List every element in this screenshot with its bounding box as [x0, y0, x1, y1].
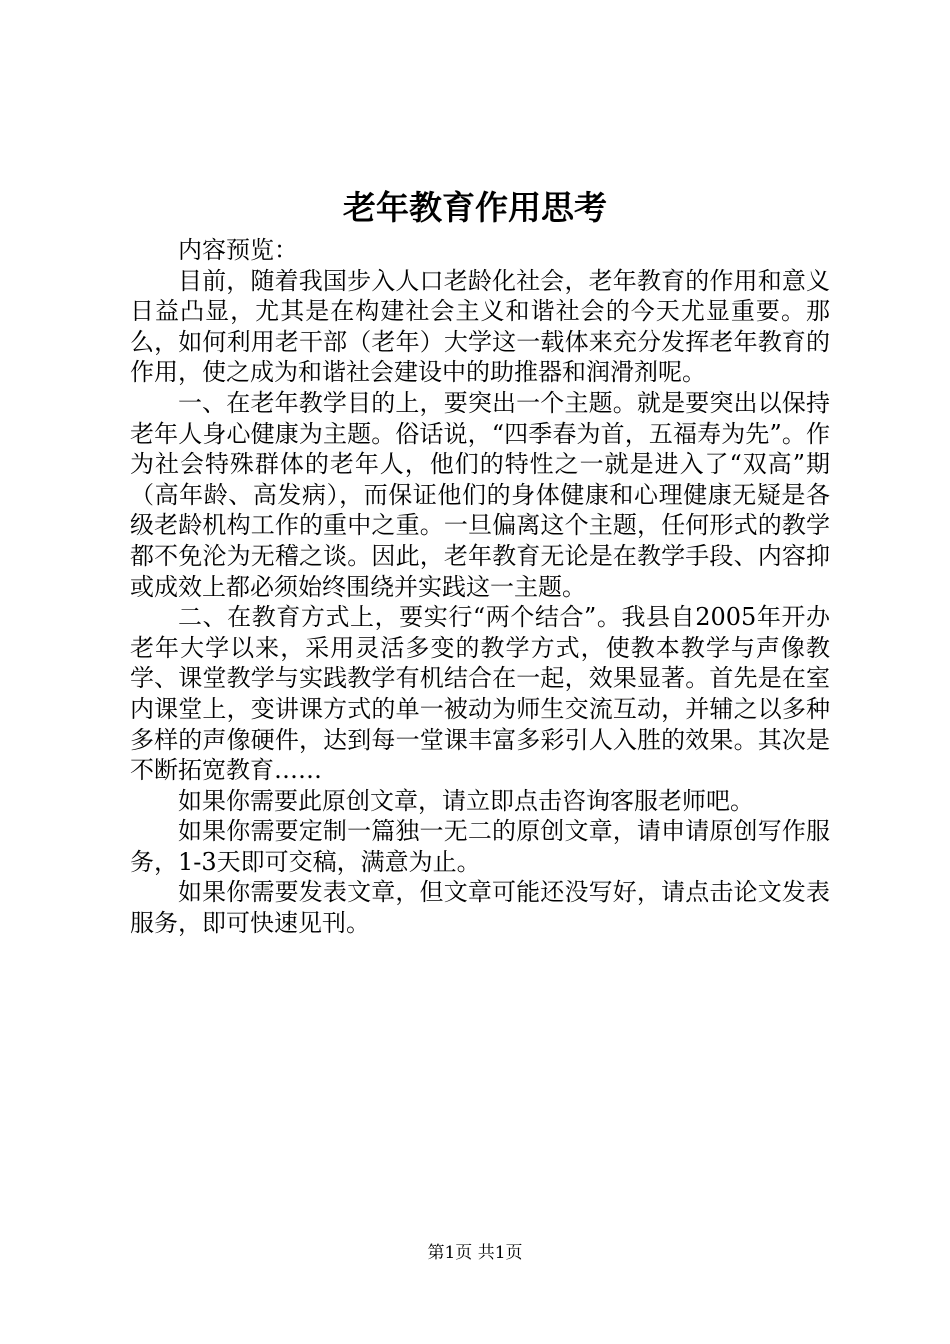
section-one-paragraph: 一、在老年教学目的上，要突出一个主题。就是要突出以保持老年人身心健康为主题。俗话说，“四季春为首，五福寿为先”。作为社会特殊群体的老年人，他们的特性之一就是进入了“双高”期（高年龄、高发病），而保证他们的身体健康和心理健康无疑是各级老龄机构工作的重中之重。一旦偏离这个主题，任何形式的教学都不免沦为无稽之谈。因此，老年教育无论是在教学手段、内容抑或成效上都必须始终围绕并实践这一主题。	[130, 388, 830, 601]
preview-label: 内容预览：	[178, 236, 298, 264]
custom-writing-paragraph[interactable]: 如果你需要定制一篇独一无二的原创文章，请申请原创写作服务，1-3天即可交稿，满意为止。	[130, 817, 830, 876]
document-body	[130, 235, 830, 939]
section-two-paragraph: 二、在教育方式上，要实行“两个结合”。我县自2005年开办老年大学以来，采用灵活多变的教学方式，使教本教学与声像教学、课堂教学与实践教学有机结合在一起，效果显著。首先是在室内课堂上，变讲课方式的单一被动为师生交流互动，并辅之以多种多样的声像硬件，达到每一堂课丰富多彩引人入胜的效果。其次是不断拓宽教育……	[130, 603, 830, 785]
publish-service-paragraph[interactable]: 如果你需要发表文章，但文章可能还没写好，请点击论文发表服务，即可快速见刊。	[130, 878, 830, 938]
consult-link-paragraph[interactable]: 如果你需要此原创文章，请立即点击咨询客服老师吧。	[178, 786, 754, 815]
intro-paragraph: 目前，随着我国步入人口老龄化社会，老年教育的作用和意义日益凸显，尤其是在构建社会主义和谐社会的今天尤显重要。那么，如何利用老干部（老年）大学这一载体来充分发挥老年教育的作用，使之成为和谐社会建设中的助推器和润滑剂呢。	[130, 266, 830, 387]
page-footer: 第1页 共1页	[427, 1243, 523, 1263]
document-title: 老年教育作用思考	[343, 188, 607, 227]
